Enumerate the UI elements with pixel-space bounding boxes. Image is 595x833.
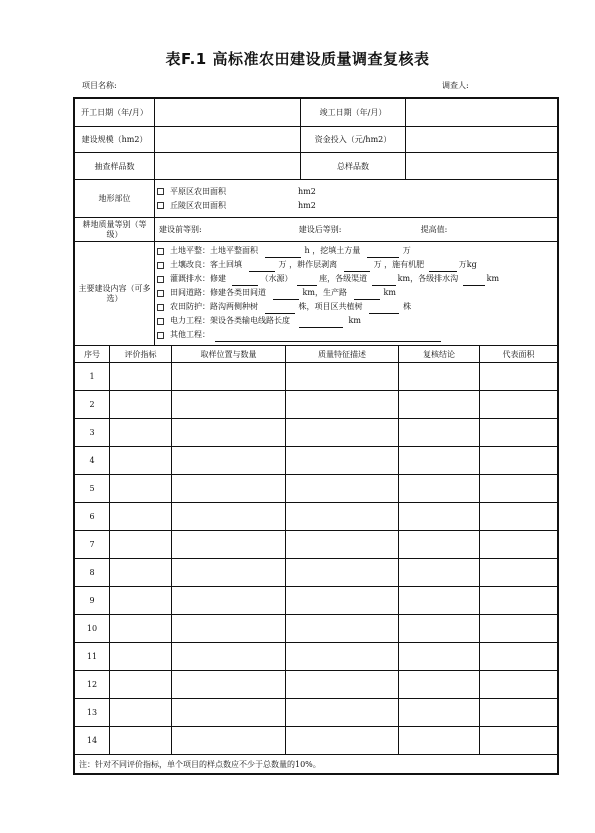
start-date-label: 开工日期（年/月） xyxy=(75,99,155,127)
quality-grade-label: 耕地质量等别（等级） xyxy=(75,218,155,242)
indicator-cell[interactable] xyxy=(110,643,172,671)
table-row xyxy=(75,419,558,447)
description-cell[interactable] xyxy=(286,475,399,503)
location-cell[interactable] xyxy=(172,503,286,531)
description-cell[interactable] xyxy=(286,643,399,671)
table-row xyxy=(75,727,558,755)
area-cell[interactable] xyxy=(480,587,558,615)
conclusion-cell[interactable] xyxy=(399,447,480,475)
table-row xyxy=(75,531,558,559)
blank-field[interactable] xyxy=(215,332,441,342)
checkbox-icon[interactable] xyxy=(157,304,164,311)
construction-content-list xyxy=(155,242,558,346)
sample-table-header xyxy=(75,346,558,363)
row-index: 13 xyxy=(75,699,110,727)
indicator-cell[interactable] xyxy=(110,363,172,391)
content-item-field-roads[interactable] xyxy=(157,286,555,300)
completion-date-label: 竣工日期（年/月） xyxy=(301,99,406,127)
location-cell[interactable] xyxy=(172,447,286,475)
row-index: 8 xyxy=(75,559,110,587)
description-cell[interactable] xyxy=(286,531,399,559)
table-row xyxy=(75,447,558,475)
terrain-options xyxy=(155,180,558,218)
item-label: 田间道路：修建各类田间道 xyxy=(170,288,266,297)
item-label: h ，挖填土方量 xyxy=(304,246,361,255)
indicator-cell[interactable] xyxy=(110,559,172,587)
row-index: 5 xyxy=(75,475,110,503)
project-name-label: 项目名称: xyxy=(82,81,117,90)
area-cell[interactable] xyxy=(480,419,558,447)
location-cell[interactable] xyxy=(172,699,286,727)
location-cell[interactable] xyxy=(172,391,286,419)
total-sample-field[interactable] xyxy=(406,153,558,180)
construction-content-label: 主要建设内容（可多选） xyxy=(75,242,155,346)
row-index: 4 xyxy=(75,447,110,475)
area-cell[interactable] xyxy=(480,475,558,503)
row-index: 12 xyxy=(75,671,110,699)
col-header-indicator: 评价指标 xyxy=(110,346,172,363)
area-cell[interactable] xyxy=(480,447,558,475)
footnote: 注：针对不同评价指标，单个项目的样点数应不少于总数量的10%。 xyxy=(75,755,558,774)
row-index: 14 xyxy=(75,727,110,755)
after-grade-label: 建设后等别: xyxy=(298,225,342,234)
conclusion-cell[interactable] xyxy=(399,587,480,615)
blank-field[interactable] xyxy=(429,262,457,272)
description-cell[interactable] xyxy=(286,727,399,755)
blank-field[interactable] xyxy=(265,248,301,258)
area-cell[interactable] xyxy=(480,391,558,419)
improvement-label: 提高值: xyxy=(420,225,448,234)
row-index: 2 xyxy=(75,391,110,419)
description-cell[interactable] xyxy=(286,363,399,391)
col-header-conclusion: 复核结论 xyxy=(399,346,480,363)
blank-field[interactable] xyxy=(232,276,258,286)
indicator-cell[interactable] xyxy=(110,671,172,699)
table-row xyxy=(75,643,558,671)
terrain-option-plain[interactable] xyxy=(157,185,555,199)
checkbox-icon[interactable] xyxy=(157,290,164,297)
location-cell[interactable] xyxy=(172,531,286,559)
content-item-other[interactable] xyxy=(157,328,555,342)
description-cell[interactable] xyxy=(286,503,399,531)
item-label: 农田防护：路沟两侧种树 xyxy=(170,302,258,311)
content-item-irrigation[interactable] xyxy=(157,272,555,286)
checkbox-icon[interactable] xyxy=(157,332,164,339)
conclusion-cell[interactable] xyxy=(399,671,480,699)
indicator-cell[interactable] xyxy=(110,615,172,643)
conclusion-cell[interactable] xyxy=(399,531,480,559)
sample-count-label: 抽查样品数 xyxy=(75,153,155,180)
area-cell[interactable] xyxy=(480,615,558,643)
blank-field[interactable] xyxy=(344,262,370,272)
description-cell[interactable] xyxy=(286,671,399,699)
content-item-farmland-protection[interactable] xyxy=(157,300,555,314)
table-row xyxy=(75,699,558,727)
table-row xyxy=(75,671,558,699)
col-header-description: 质量特征描述 xyxy=(286,346,399,363)
indicator-cell[interactable] xyxy=(110,447,172,475)
checkbox-icon[interactable] xyxy=(157,318,164,325)
checkbox-icon[interactable] xyxy=(157,276,164,283)
description-cell[interactable] xyxy=(286,447,399,475)
area-cell[interactable] xyxy=(480,699,558,727)
blank-field[interactable] xyxy=(273,290,299,300)
item-label: 座，各级渠道 xyxy=(319,274,368,283)
description-cell[interactable] xyxy=(286,419,399,447)
table-row xyxy=(75,615,558,643)
note-row xyxy=(75,755,558,774)
indicator-cell[interactable] xyxy=(110,531,172,559)
item-label: （水源） xyxy=(260,274,293,283)
area-cell[interactable] xyxy=(480,363,558,391)
indicator-cell[interactable] xyxy=(110,587,172,615)
location-cell[interactable] xyxy=(172,475,286,503)
checkbox-icon[interactable] xyxy=(157,248,164,255)
terrain-label: 地形部位 xyxy=(75,180,155,218)
item-label: km，各级排水沟 xyxy=(397,274,459,283)
row-index: 10 xyxy=(75,615,110,643)
item-label: 土地平整：土地平整面积 xyxy=(170,246,258,255)
conclusion-cell[interactable] xyxy=(399,419,480,447)
item-label: 万kg xyxy=(458,260,477,269)
indicator-cell[interactable] xyxy=(110,419,172,447)
indicator-cell[interactable] xyxy=(110,391,172,419)
sample-table xyxy=(74,345,558,774)
item-label: 株 xyxy=(403,302,412,311)
table-row xyxy=(75,363,558,391)
completion-date-field[interactable] xyxy=(406,99,558,127)
row-index: 1 xyxy=(75,363,110,391)
content-item-power[interactable] xyxy=(157,314,555,328)
location-cell[interactable] xyxy=(172,559,286,587)
investment-label: 资金投入（元/hm2） xyxy=(301,127,406,153)
unit-label: hm2 xyxy=(298,200,316,210)
indicator-cell[interactable] xyxy=(110,699,172,727)
item-label: 株，项目区共植树 xyxy=(298,302,363,311)
blank-field[interactable] xyxy=(299,318,343,328)
checkbox-icon[interactable] xyxy=(157,188,164,195)
col-header-area: 代表面积 xyxy=(480,346,558,363)
project-info-table xyxy=(74,98,558,346)
table-row xyxy=(75,475,558,503)
table-row xyxy=(75,587,558,615)
item-label: km xyxy=(383,288,396,297)
row-index: 7 xyxy=(75,531,110,559)
description-cell[interactable] xyxy=(286,559,399,587)
blank-field[interactable] xyxy=(265,304,295,314)
blank-field[interactable] xyxy=(463,276,485,286)
item-label: 电力工程：架设各类输电线路长度 xyxy=(170,316,290,325)
location-cell[interactable] xyxy=(172,671,286,699)
indicator-cell[interactable] xyxy=(110,727,172,755)
conclusion-cell[interactable] xyxy=(399,475,480,503)
terrain-option-hilly[interactable] xyxy=(157,199,555,213)
area-cell[interactable] xyxy=(480,671,558,699)
table-row xyxy=(75,503,558,531)
blank-field[interactable] xyxy=(372,276,396,286)
content-item-soil-improvement[interactable] xyxy=(157,258,555,272)
conclusion-cell[interactable] xyxy=(399,727,480,755)
content-item-land-leveling[interactable] xyxy=(157,244,555,258)
scale-label: 建设规模（hm2） xyxy=(75,127,155,153)
description-cell[interactable] xyxy=(286,391,399,419)
item-label: 万 ，耕作层剥离 xyxy=(278,260,338,269)
area-cell[interactable] xyxy=(480,559,558,587)
conclusion-cell[interactable] xyxy=(399,615,480,643)
survey-form xyxy=(73,97,559,775)
item-label: km xyxy=(486,274,500,283)
item-label: 灌溉排水：修建 xyxy=(170,274,226,283)
blank-field[interactable] xyxy=(354,290,380,300)
table-row xyxy=(75,559,558,587)
row-index: 9 xyxy=(75,587,110,615)
investment-field[interactable] xyxy=(406,127,558,153)
quality-grade-row xyxy=(155,218,558,242)
item-label: km xyxy=(348,316,361,325)
area-cell[interactable] xyxy=(480,503,558,531)
location-cell[interactable] xyxy=(172,615,286,643)
location-cell[interactable] xyxy=(172,643,286,671)
conclusion-cell[interactable] xyxy=(399,643,480,671)
area-cell[interactable] xyxy=(480,531,558,559)
conclusion-cell[interactable] xyxy=(399,699,480,727)
start-date-field[interactable] xyxy=(155,99,301,127)
conclusion-cell[interactable] xyxy=(399,503,480,531)
location-cell[interactable] xyxy=(172,419,286,447)
location-cell[interactable] xyxy=(172,727,286,755)
area-cell[interactable] xyxy=(480,727,558,755)
item-label: 万 xyxy=(402,246,411,255)
blank-field[interactable] xyxy=(367,248,399,258)
item-label: 土壤改良：客土回填 xyxy=(170,260,242,269)
before-grade-label: 建设前等别: xyxy=(159,225,202,234)
area-cell[interactable] xyxy=(480,643,558,671)
indicator-cell[interactable] xyxy=(110,503,172,531)
description-cell[interactable] xyxy=(286,587,399,615)
option-label: 丘陵区农田面积 xyxy=(170,200,226,210)
location-cell[interactable] xyxy=(172,587,286,615)
description-cell[interactable] xyxy=(286,615,399,643)
conclusion-cell[interactable] xyxy=(399,559,480,587)
checkbox-icon[interactable] xyxy=(157,262,164,269)
item-label: 万 ，施有机肥 xyxy=(373,260,425,269)
row-index: 6 xyxy=(75,503,110,531)
checkbox-icon[interactable] xyxy=(157,202,164,209)
blank-field[interactable] xyxy=(297,276,317,286)
blank-field[interactable] xyxy=(249,262,275,272)
surveyor-label: 调查人: xyxy=(442,81,469,90)
table-row xyxy=(75,391,558,419)
row-index: 3 xyxy=(75,419,110,447)
unit-label: hm2 xyxy=(298,186,316,196)
description-cell[interactable] xyxy=(286,699,399,727)
conclusion-cell[interactable] xyxy=(399,363,480,391)
location-cell[interactable] xyxy=(172,363,286,391)
col-header-location: 取样位置与数量 xyxy=(172,346,286,363)
total-sample-label: 总样品数 xyxy=(301,153,406,180)
page-title: 表F.1 高标准农田建设质量调查复核表 xyxy=(165,50,430,68)
item-label: km，生产路 xyxy=(302,288,347,297)
blank-field[interactable] xyxy=(369,304,399,314)
conclusion-cell[interactable] xyxy=(399,391,480,419)
col-header-index: 序号 xyxy=(75,346,110,363)
scale-field[interactable] xyxy=(155,127,301,153)
option-label: 平原区农田面积 xyxy=(170,186,226,196)
row-index: 11 xyxy=(75,643,110,671)
indicator-cell[interactable] xyxy=(110,475,172,503)
item-label: 其他工程： xyxy=(170,330,210,339)
sample-count-field[interactable] xyxy=(155,153,301,180)
